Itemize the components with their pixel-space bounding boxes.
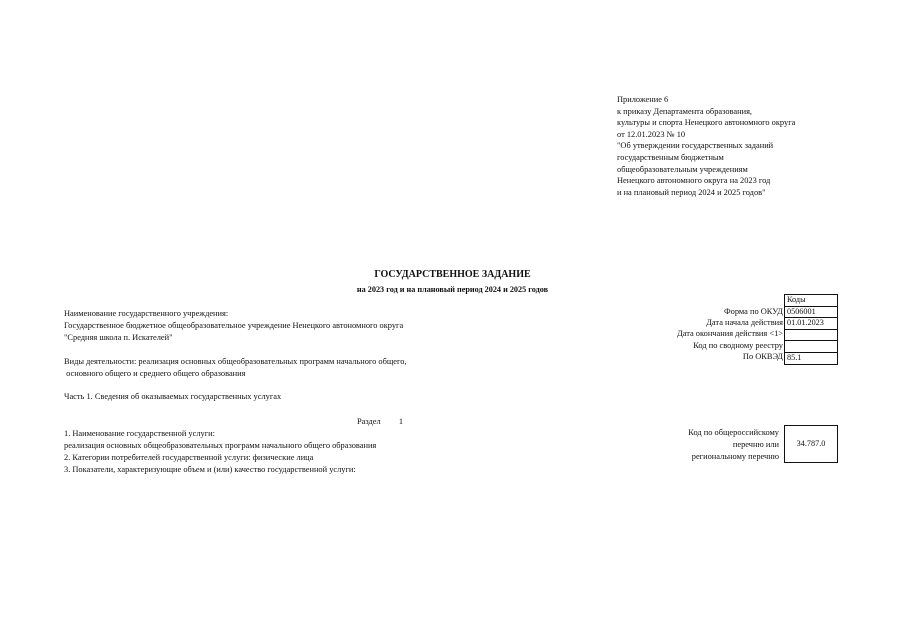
appendix-line: от 12.01.2023 № 10: [617, 129, 686, 139]
activity-line: Виды деятельности: реализация основных общеобразовательных программ начального общего,: [64, 357, 407, 366]
appendix-line: культуры и спорта Ненецкого автономного округа: [617, 118, 796, 128]
part-heading: Часть 1. Сведения об оказываемых государственных услугах: [64, 392, 282, 401]
code-value: 0506001: [785, 306, 838, 318]
service-name-label: 1. Наименование государственной услуги:: [64, 429, 215, 438]
document-subtitle: на 2023 год и на плановый период 2024 и 2025 годов: [356, 285, 549, 294]
code-label: По ОКВЭД: [742, 351, 783, 361]
registry-code-label: [688, 427, 779, 462]
code-label: Форма по ОКУД: [724, 307, 783, 316]
appendix-note: [617, 94, 795, 198]
appendix-line: Приложение 6: [617, 95, 669, 104]
code-label: Код по сводному реестру: [693, 340, 783, 350]
institution-name-short: "Средняя школа п. Искателей": [64, 333, 173, 342]
appendix-line: Ненецкого автономного округа на 2023 год: [617, 176, 771, 186]
service-name-value: реализация основных общеобразовательных программ начального общего образования: [64, 441, 377, 450]
institution-label: Наименование государственного учреждения:: [64, 309, 229, 318]
section-number: 1: [398, 417, 404, 426]
registry-label-line: перечню или: [732, 439, 779, 449]
code-value: [785, 341, 838, 353]
registry-label-line: региональному перечню: [691, 451, 779, 461]
institution-name: Государственное бюджетное общеобразовательное учреждение Ненецкого автономного округа: [64, 321, 404, 330]
code-label: Дата начала действия: [706, 318, 783, 328]
service-indicators: 3. Показатели, характеризующие объем и (или) качество государственной услуги:: [64, 465, 356, 474]
section-label-text: Раздел: [357, 417, 381, 426]
registry-label-line: Код по общероссийскому: [688, 428, 779, 437]
appendix-line: "Об утверждении государственных заданий: [617, 141, 774, 151]
code-label: Дата окончания действия <1>: [677, 329, 783, 339]
appendix-line: и на плановый период 2024 и 2025 годов": [617, 187, 766, 197]
service-consumers: 2. Категории потребителей государственной услуги: физические лица: [64, 453, 314, 462]
registry-code-box: [784, 425, 838, 463]
appendix-line: общеобразовательным учреждениям: [617, 164, 748, 174]
codes-labels: [677, 306, 783, 362]
appendix-line: к приказу Департамента образования,: [617, 106, 753, 116]
document-title: ГОСУДАРСТВЕННОЕ ЗАДАНИЕ: [374, 269, 531, 280]
codes-table: [784, 294, 836, 365]
code-value: [785, 329, 838, 341]
appendix-line: государственным бюджетным: [617, 152, 724, 162]
code-value: 85.1: [785, 352, 838, 364]
activity-line: основного общего и среднего общего образования: [64, 369, 246, 378]
section-label: [357, 416, 403, 427]
code-value: 01.01.2023: [785, 318, 838, 330]
codes-header: Коды: [785, 295, 838, 307]
registry-code-value: 34.787.0: [796, 439, 826, 449]
